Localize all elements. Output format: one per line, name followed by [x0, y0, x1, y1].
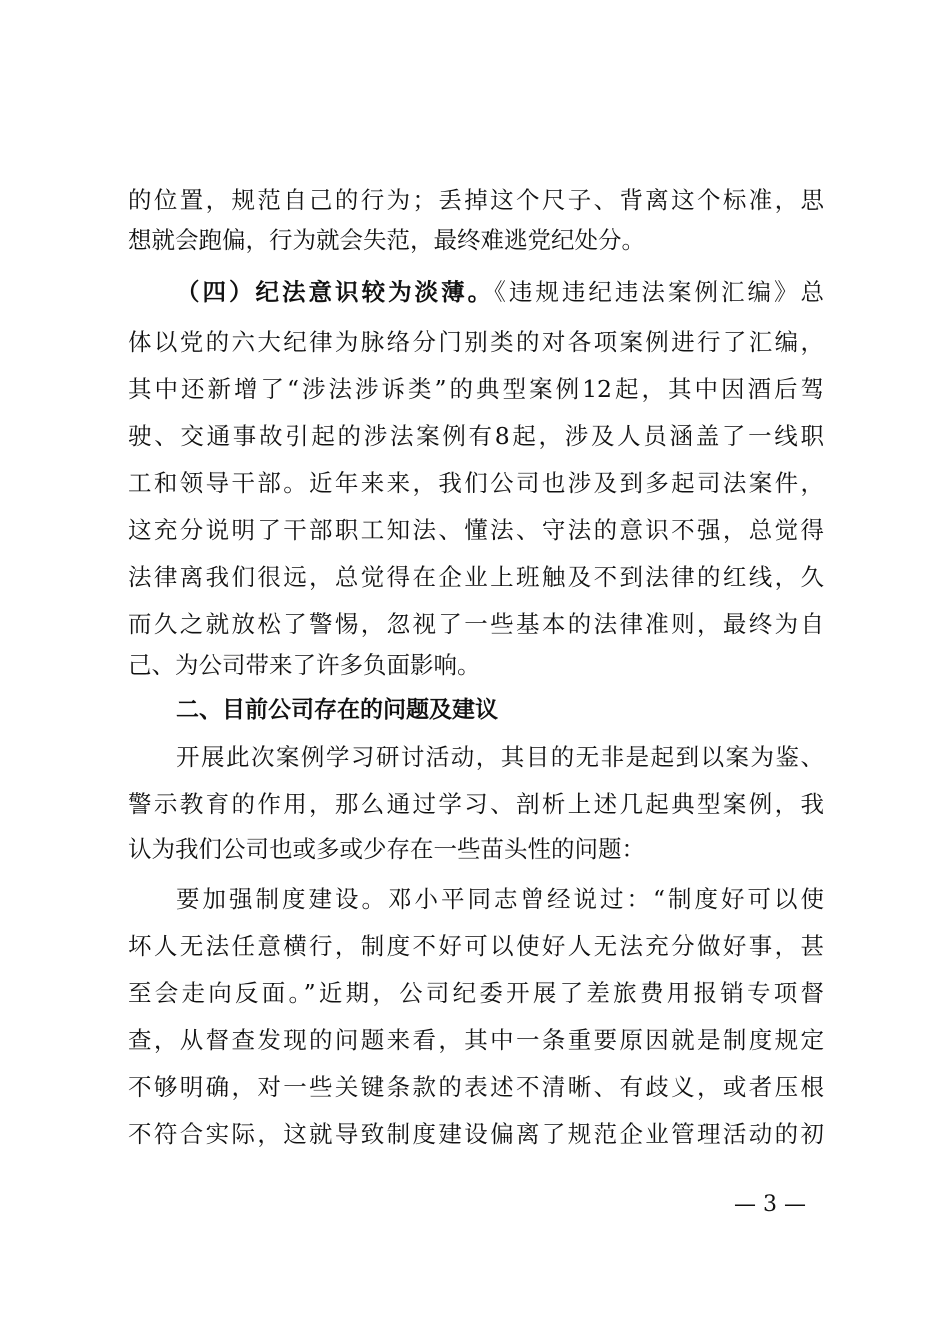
- paragraph-line: 要加强制度建设。邓小平同志曾经说过：“制度好可以使: [176, 885, 824, 913]
- paragraph-line: 查，从督查发现的问题来看，其中一条重要原因就是制度规定: [128, 1026, 824, 1054]
- page-number: — 3 —: [734, 1192, 806, 1217]
- paragraph-line: 驶、交通事故引起的涉法案例有8起，涉及人员涵盖了一线职: [128, 422, 824, 450]
- paragraph-line: 警示教育的作用，那么通过学习、剖析上述几起典型案例，我: [128, 790, 824, 818]
- subheading-four: （四）纪法意识较为淡薄。: [176, 278, 495, 306]
- section-heading: 二、目前公司存在的问题及建议: [176, 697, 498, 723]
- paragraph-line: 不够明确，对一些关键条款的表述不清晰、有歧义，或者压根: [128, 1073, 824, 1101]
- paragraph-line: 法律离我们很远，总觉得在企业上班触及不到法律的红线，久: [128, 563, 824, 591]
- paragraph-line: 想就会跑偏，行为就会失范，最终难逃党纪处分。: [128, 226, 645, 254]
- paragraph-line: [176, 272, 824, 312]
- paragraph-line: 认为我们公司也或多或少存在一些苗头性的问题：: [128, 835, 645, 863]
- paragraph-line: 至会走向反面。”近期，公司纪委开展了差旅费用报销专项督: [128, 979, 824, 1007]
- paragraph-line: 的位置，规范自己的行为；丢掉这个尺子、背离这个标准，思: [128, 186, 824, 214]
- paragraph-line: 其中还新增了“涉法涉诉类”的典型案例12起，其中因酒后驾: [128, 375, 824, 403]
- paragraph-line: 体以党的六大纪律为脉络分门别类的对各项案例进行了汇编，: [128, 328, 824, 356]
- paragraph-line: 不符合实际，这就导致制度建设偏离了规范企业管理活动的初: [128, 1120, 824, 1148]
- paragraph-line: 坏人无法任意横行，制度不好可以使好人无法充分做好事，甚: [128, 932, 824, 960]
- paragraph-line: 开展此次案例学习研讨活动，其目的无非是起到以案为鉴、: [176, 743, 824, 771]
- paragraph-line: 这充分说明了干部职工知法、懂法、守法的意识不强，总觉得: [128, 516, 824, 544]
- paragraph-run: 《违规违纪违法案例汇编》总: [494, 278, 824, 306]
- paragraph-line: 而久之就放松了警惕，忽视了一些基本的法律准则，最终为自: [128, 610, 824, 638]
- paragraph-line: 工和领导干部。近年来来，我们公司也涉及到多起司法案件，: [128, 469, 824, 497]
- paragraph-line: 己、为公司带来了许多负面影响。: [128, 651, 481, 679]
